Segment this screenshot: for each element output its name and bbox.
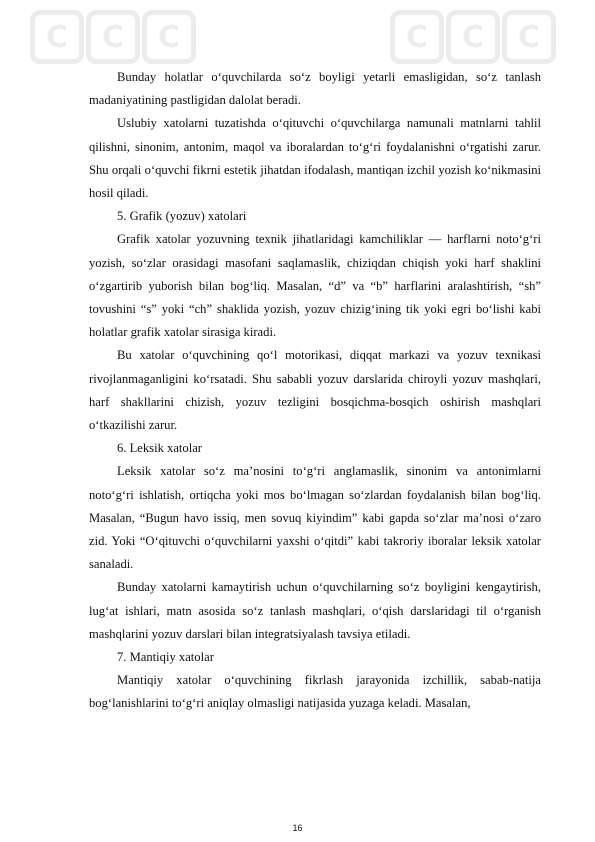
section-heading: 7. Mantiqiy xatolar xyxy=(117,650,214,665)
paragraph: Mantiqiy xatolar o‘quvchining fikrlash jarayonida izchillik, sabab-natija bog‘lanishlarini to‘g‘ri aniqlay olmasligi natijasida yuzaga keladi. Masalan, xyxy=(89,673,541,711)
watermark-row xyxy=(0,10,595,70)
section-heading: 5. Grafik (yozuv) xatolari xyxy=(117,209,247,224)
paragraph: Bunday holatlar o‘quvchilarda so‘z boyligi yetarli emasligidan, so‘z tanlash madaniyatining pastligidan dalolat beradi. xyxy=(89,70,541,108)
watermark-glyph: C xyxy=(30,10,84,64)
paragraph: Bu xatolar o‘quvchining qo‘l motorikasi, diqqat markazi va yozuv texnikasi rivojlanmaganligini ko‘rsatadi. Shu sababli yozuv darslarida chiroyli yozuv mashqlari, harf shakllarini chizish, yozuv tezligini bosqichma-bosqich oshirish mashqlari o‘tkazilishi zarur. xyxy=(89,348,541,433)
page-number: 16 xyxy=(292,823,303,833)
paragraph: Uslubiy xatolarni tuzatishda o‘qituvchi o‘quvchilarga namunali matnlarni tahlil qilishni, sinonim, antonim, maqol va iboralardan to‘g‘ri foydalanishni o‘rgatishi zarur. Shu orqali o‘quvchi fikrni estetik jihatdan ifodalash, mantiqan izchil yozish ko‘nikmasini hosil qiladi. xyxy=(89,116,541,201)
paragraph: Bunday xatolarni kamaytirish uchun o‘quvchilarning so‘z boyligini kengaytirish, lug‘at ishlari, matn asosida so‘z tanlash mashqlari, o‘qish darslaridagi til o‘rganish mashqlarini yozuv darslari bilan integratsiyalash tavsiya etiladi. xyxy=(89,580,541,641)
watermark-glyph: C xyxy=(446,10,500,64)
section-heading: 6. Leksik xatolar xyxy=(117,441,202,456)
watermark-glyph: C xyxy=(390,10,444,64)
paragraph: Grafik xatolar yozuvning texnik jihatlaridagi kamchiliklar — harflarni noto‘g‘ri yozish, so‘zlar orasidagi masofani saqlamaslik, chiziqdan chiqish yoki harf shaklini o‘zgartirib yuborish bilan bog‘liq. Masalan, “d” va “b” harflarini aralashtirish, “sh” tovushini “s” yoki “ch” shaklida yozish, yozuv chizig‘ining tik yoki egri bo‘lishi kabi holatlar grafik xatolar sirasiga kiradi. xyxy=(89,232,541,340)
watermark-logo xyxy=(390,10,556,64)
watermark-logo xyxy=(30,10,196,64)
paragraph: Leksik xatolar so‘z ma’nosini to‘g‘ri anglamaslik, sinonim va antonimlarni noto‘g‘ri ishlatish, ortiqcha yoki mos bo‘lmagan so‘zlardan foydalanish bilan bog‘liq. Masalan, “Bugun havo issiq, men sovuq kiyindim” kabi gapda so‘zlar ma’nosi o‘zaro zid. Yoki “O‘qituvchi o‘quvchilarni yaxshi o‘qitdi” kabi takroriy iboralar leksik xatolar sanaladi. xyxy=(89,464,541,572)
watermark-glyph: C xyxy=(502,10,556,64)
document-body xyxy=(89,66,541,716)
watermark-glyph: C xyxy=(86,10,140,64)
watermark-glyph: C xyxy=(142,10,196,64)
